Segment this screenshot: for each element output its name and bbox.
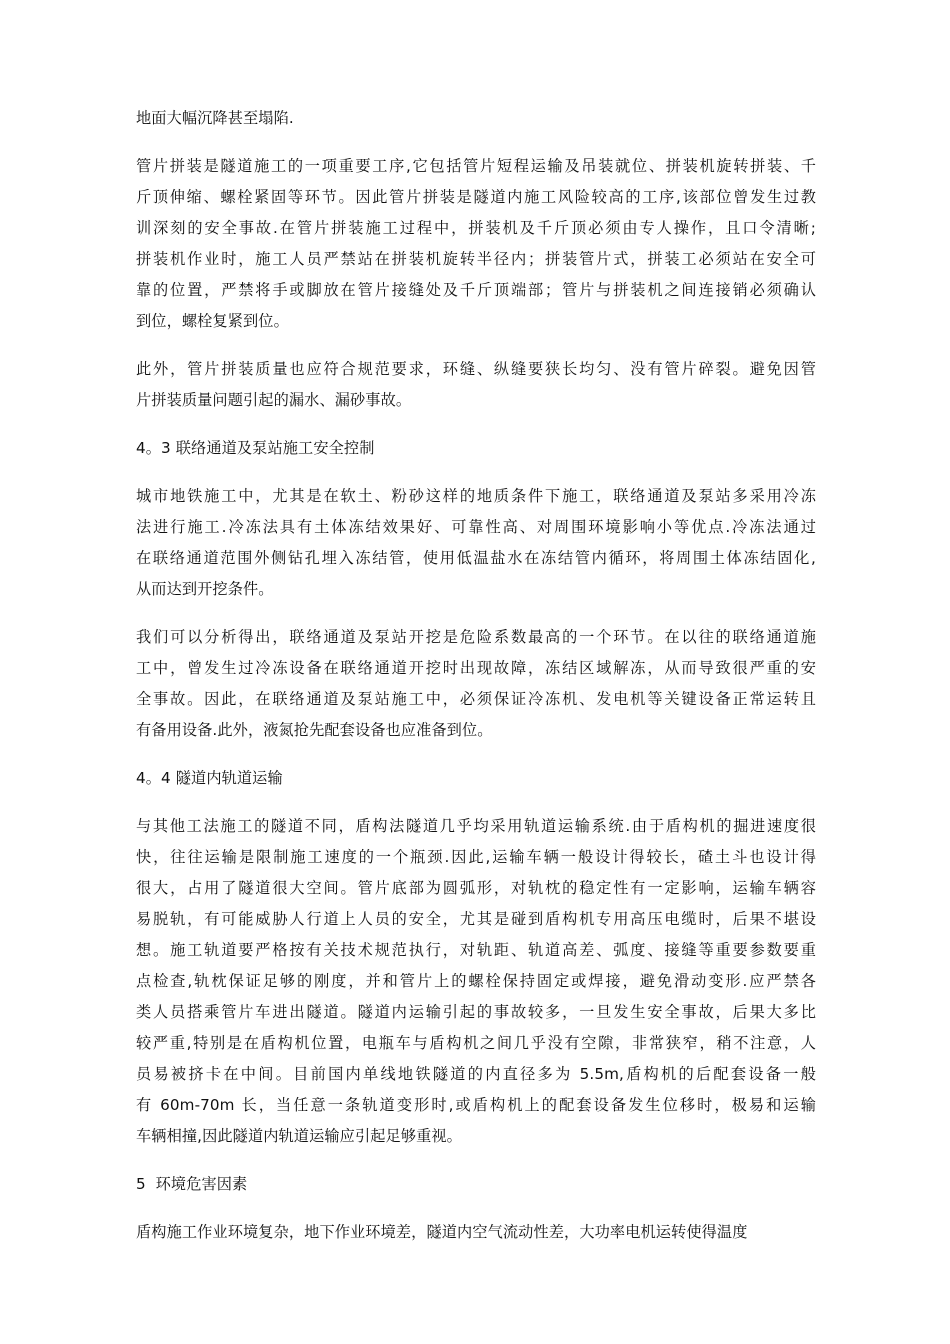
text-line: 斤顶伸缩、螺栓紧固等环节。因此管片拼装是隧道内施工风险较高的工序,该部位曾发生过教 — [136, 188, 816, 206]
text-line: 有 60m-70m 长，当任意一条轨道变形时,或盾构机上的配套设备发生位移时，极易和运输 — [136, 1096, 816, 1114]
heading-text: 5 环境危害因素 — [136, 1175, 248, 1193]
document-page — [136, 103, 816, 1248]
text-line: 有备用设备.此外，液氮抢先配套设备也应准备到位。 — [136, 721, 493, 739]
text-line: 类人员搭乘管片车进出隧道。隧道内运输引起的事故较多，一旦发生安全事故，后果大多比 — [136, 1003, 816, 1021]
text-line: 城市地铁施工中，尤其是在软土、粉砂这样的地质条件下施工，联络通道及泵站多采用冷冻 — [136, 487, 816, 505]
paragraph — [136, 151, 816, 337]
text-line: 靠的位置，严禁将手或脚放在管片接缝处及千斤顶端部；管片与拼装机之间连接销必须确认 — [136, 281, 816, 299]
text-line: 此外，管片拼装质量也应符合规范要求，环缝、纵缝要狭长均匀、没有管片碎裂。避免因管 — [136, 360, 816, 378]
paragraph — [136, 354, 816, 416]
text-line: 较严重,特别是在盾构机位置，电瓶车与盾构机之间几乎没有空隙，非常狭窄，稍不注意，人 — [136, 1034, 816, 1052]
text-line: 在联络通道范围外侧钻孔埋入冻结管，使用低温盐水在冻结管内循环，将周围土体冻结固化, — [136, 549, 816, 567]
text-line: 想。施工轨道要严格按有关技术规范执行，对轨距、轨道高差、弧度、接缝等重要参数要重 — [136, 941, 816, 959]
text-line: 我们可以分析得出，联络通道及泵站开挖是危险系数最高的一个环节。在以往的联络通道施 — [136, 628, 816, 646]
paragraph — [136, 481, 816, 605]
section-heading — [136, 763, 816, 794]
text-line: 法进行施工.冷冻法具有土体冻结效果好、可靠性高、对周围环境影响小等优点.冷冻法通过 — [136, 518, 816, 536]
text-line: 点检查,轨枕保证足够的刚度，并和管片上的螺栓保持固定或焊接，避免滑动变形.应严禁各 — [136, 972, 816, 990]
text-line: 从而达到开挖条件。 — [136, 580, 274, 598]
text-line: 全事故。因此，在联络通道及泵站施工中，必须保证冷冻机、发电机等关键设备正常运转且 — [136, 690, 816, 708]
text-line: 工中，曾发生过冷冻设备在联络通道开挖时出现故障，冻结区域解冻，从而导致很严重的安 — [136, 659, 816, 677]
text-line: 到位，螺栓复紧到位。 — [136, 312, 289, 330]
paragraph — [136, 1217, 816, 1248]
text-line: 与其他工法施工的隧道不同，盾构法隧道几乎均采用轨道运输系统.由于盾构机的掘进速度很 — [136, 817, 816, 835]
heading-text: 4。3 联络通道及泵站施工安全控制 — [136, 439, 375, 457]
text-line: 地面大幅沉降甚至塌陷. — [136, 109, 294, 127]
text-line: 车辆相撞,因此隧道内轨道运输应引起足够重视。 — [136, 1127, 462, 1145]
text-line: 快，往往运输是限制施工速度的一个瓶颈.因此,运输车辆一般设计得较长，碴土斗也设计得 — [136, 848, 816, 866]
text-line: 很大，占用了隧道很大空间。管片底部为圆弧形，对轨枕的稳定性有一定影响，运输车辆容 — [136, 879, 816, 897]
text-line: 易脱轨，有可能威胁人行道上人员的安全，尤其是碰到盾构机专用高压电缆时，后果不堪设 — [136, 910, 816, 928]
text-line: 拼装机作业时，施工人员严禁站在拼装机旋转半径内；拼装管片式，拼装工必须站在安全可 — [136, 250, 816, 268]
text-line: 盾构施工作业环境复杂，地下作业环境差，隧道内空气流动性差，大功率电机运转使得温度 — [136, 1223, 748, 1241]
text-line: 片拼装质量问题引起的漏水、漏砂事故。 — [136, 391, 412, 409]
text-line: 训深刻的安全事故.在管片拼装施工过程中，拼装机及千斤顶必须由专人操作，且口令清晰; — [136, 219, 816, 237]
text-line: 管片拼装是隧道施工的一项重要工序,它包括管片短程运输及吊装就位、拼装机旋转拼装、千 — [136, 157, 816, 175]
paragraph — [136, 811, 816, 1152]
text-line: 员易被挤卡在中间。目前国内单线地铁隧道的内直径多为 5.5m,盾构机的后配套设备一般 — [136, 1065, 816, 1083]
paragraph — [136, 103, 816, 134]
heading-text: 4。4 隧道内轨道运输 — [136, 769, 283, 787]
paragraph — [136, 622, 816, 746]
section-heading — [136, 433, 816, 464]
section-heading — [136, 1169, 816, 1200]
